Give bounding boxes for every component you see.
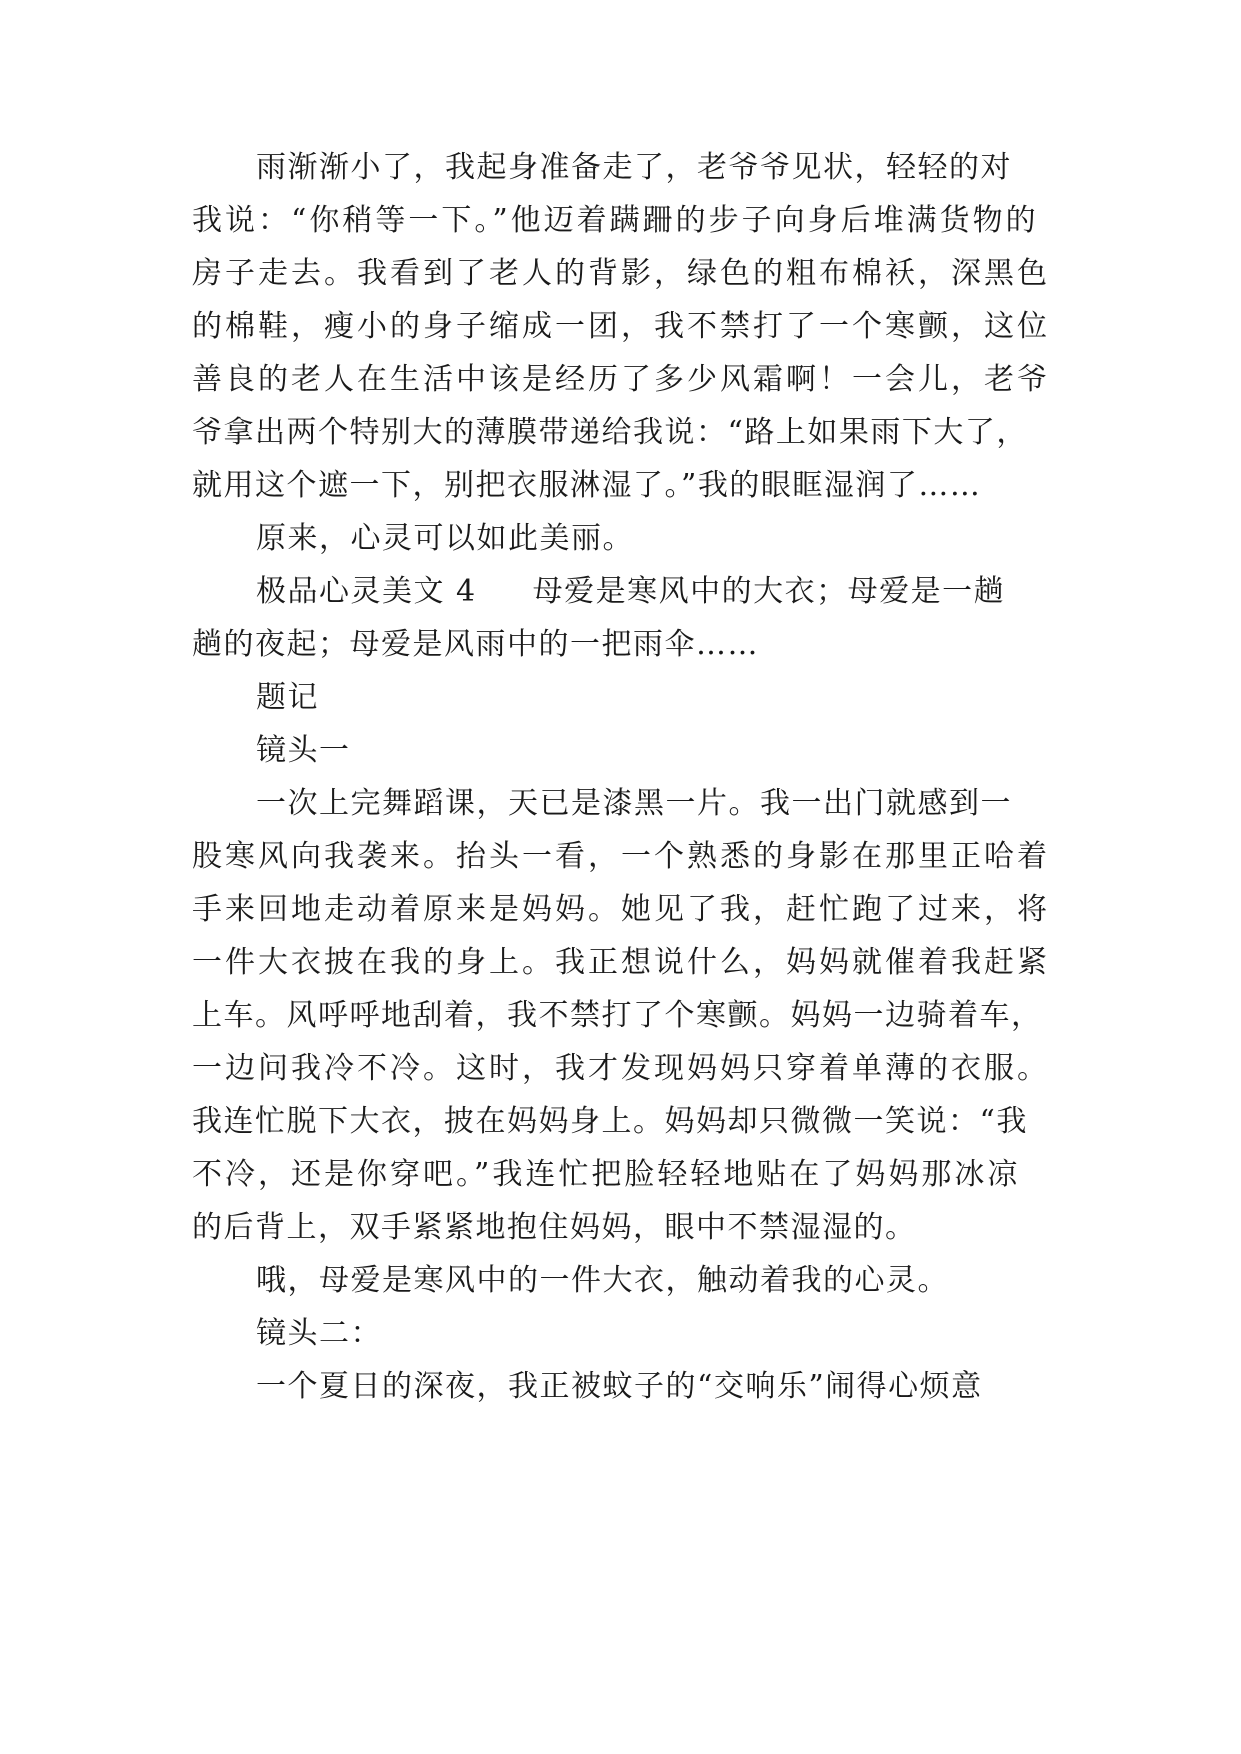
text-line: 一边问我冷不冷。这时，我才发现妈妈只穿着单薄的衣服。 <box>192 1051 1050 1086</box>
heading-line <box>0 567 1241 617</box>
text-line: 趟的夜起；母爱是风雨中的一把雨伞…… <box>192 627 759 662</box>
section-intro: 母爱是寒风中的大衣；母爱是一趟 <box>532 574 1006 609</box>
section-title: 极品心灵美文 4 <box>256 574 477 609</box>
text-line: 就用这个遮一下，别把衣服淋湿了。”我的眼眶湿润了…… <box>192 468 982 503</box>
text-line: 手来回地走动着原来是妈妈。她见了我，赶忙跑了过来，将 <box>192 892 1050 927</box>
text-line: 股寒风向我袭来。抬头一看，一个熟悉的身影在那里正哈着 <box>192 839 1050 874</box>
text-line: 的后背上，双手紧紧地抱住妈妈，眼中不禁湿湿的。 <box>192 1210 917 1245</box>
scene-heading: 镜头一 <box>256 733 351 768</box>
text-line: 哦，母爱是寒风中的一件大衣，触动着我的心灵。 <box>256 1263 949 1298</box>
text-line: 一个夏日的深夜，我正被蚊子的“交响乐”闹得心烦意 <box>256 1369 983 1404</box>
text-line: 的棉鞋，瘦小的身子缩成一团，我不禁打了一个寒颤，这位 <box>192 309 1050 344</box>
scene-heading: 镜头二： <box>256 1316 382 1351</box>
text-line: 房子走去。我看到了老人的背影，绿色的粗布棉袄，深黑色 <box>192 256 1050 291</box>
text-line: 我连忙脱下大衣，披在妈妈身上。妈妈却只微微一笑说：“我 <box>192 1104 1028 1139</box>
text-line: 一次上完舞蹈课，天已是漆黑一片。我一出门就感到一 <box>256 786 1012 821</box>
text-line: 原来，心灵可以如此美丽。 <box>256 521 634 556</box>
text-line: 一件大衣披在我的身上。我正想说什么，妈妈就催着我赶紧 <box>192 945 1050 980</box>
text-line: 雨渐渐小了，我起身准备走了，老爷爷见状，轻轻的对 <box>256 150 1012 185</box>
text-line: 不冷，还是你穿吧。”我连忙把脸轻轻地贴在了妈妈那冰凉 <box>192 1157 1021 1192</box>
epigraph-label: 题记 <box>256 680 319 715</box>
text-line: 爷拿出两个特别大的薄膜带递给我说：“路上如果雨下大了， <box>192 415 1028 450</box>
text-line: 我说：“你稍等一下。”他迈着蹒跚的步子向身后堆满货物的 <box>192 203 1039 238</box>
text-line: 善良的老人在生活中该是经历了多少风霜啊！一会儿，老爷 <box>192 362 1050 397</box>
text-line: 上车。风呼呼地刮着，我不禁打了个寒颤。妈妈一边骑着车， <box>192 998 1043 1033</box>
